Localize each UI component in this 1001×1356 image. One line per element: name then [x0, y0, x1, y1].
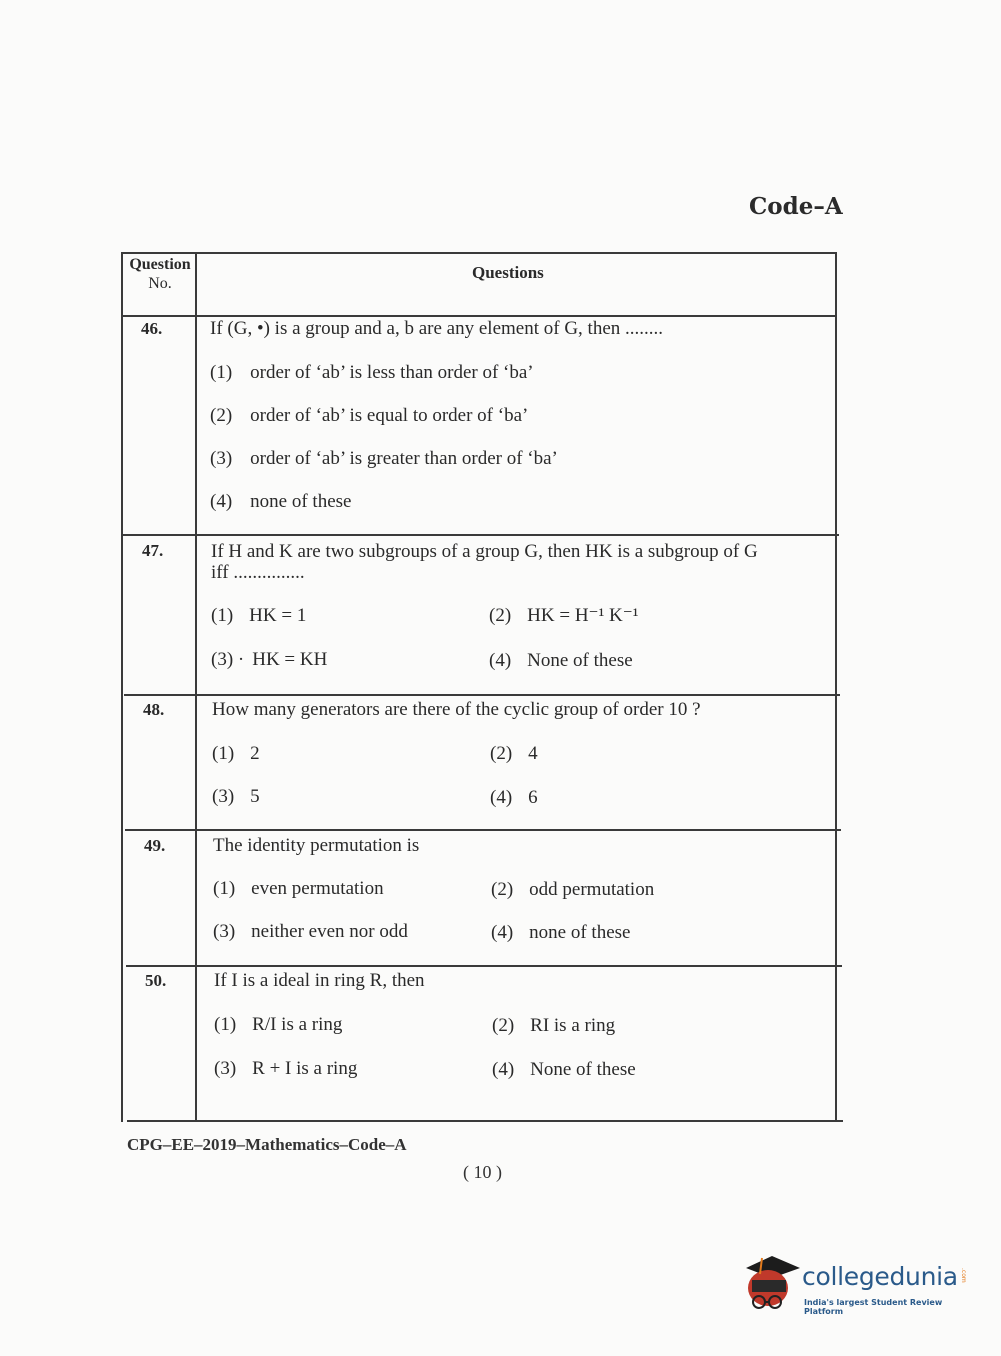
option-text: 2	[250, 743, 260, 764]
option-text: none of these	[250, 491, 352, 512]
question-number: 48.	[143, 700, 165, 719]
page-number: ( 10 )	[463, 1162, 502, 1182]
option-text: neither even nor odd	[251, 921, 408, 942]
question-text-line1: If H and K are two subgroups of a group G, then HK is a subgroup of G	[211, 541, 758, 562]
option-text: RI is a ring	[530, 1015, 616, 1036]
option-text: R/I is a ring	[252, 1014, 343, 1035]
option-number: (3)	[212, 786, 235, 807]
table-border-left	[121, 252, 123, 1122]
option	[210, 362, 534, 384]
collegedunia-logo[interactable]	[742, 1250, 972, 1320]
option	[491, 922, 630, 944]
option	[211, 649, 327, 671]
option-number: (1)	[213, 878, 236, 899]
option-number: (1)	[211, 605, 234, 626]
option-number: (1)	[210, 362, 233, 383]
option-number: (4)	[492, 1059, 515, 1080]
option-number: (1)	[212, 743, 235, 764]
question-number: 46.	[141, 319, 163, 338]
option-number: (4)	[491, 922, 514, 943]
option-text: HK = H⁻¹ K⁻¹	[527, 605, 639, 626]
option	[490, 743, 538, 765]
option	[492, 1059, 636, 1081]
question-text: The identity permutation is	[213, 835, 420, 856]
option	[210, 448, 558, 470]
option-text: even permutation	[251, 878, 384, 899]
code-label: Code–A	[749, 193, 843, 220]
option-number: (2)	[491, 879, 514, 900]
option	[210, 405, 528, 427]
logo-com: .com	[960, 1268, 967, 1283]
option-number: (4)	[490, 787, 513, 808]
option-number: (2)	[210, 405, 233, 426]
option-number: (4)	[489, 650, 512, 671]
option-text: R + I is a ring	[252, 1058, 358, 1079]
question-number: 47.	[142, 541, 164, 560]
option-text: HK = 1	[249, 605, 307, 626]
option-text: HK = KH	[252, 649, 328, 670]
option-text: order of ‘ab’ is greater than order of ‘ba’	[250, 448, 558, 469]
question-text: How many generators are there of the cyclic group of order 10 ?	[212, 699, 701, 720]
question-text-line2: iff ...............	[211, 562, 305, 583]
question-text: If I is a ideal in ring R, then	[214, 970, 425, 991]
option-number: (3)	[213, 921, 236, 942]
option	[211, 605, 306, 627]
table-column-divider	[195, 252, 197, 1122]
table-row-divider	[126, 965, 842, 967]
option	[212, 786, 260, 808]
option	[489, 650, 633, 672]
option-text: 5	[250, 786, 260, 807]
logo-tagline: India's largest Student Review Platform	[804, 1298, 943, 1316]
header-questions: Questions	[472, 263, 544, 282]
table-border-top	[121, 252, 837, 254]
table-row-divider	[125, 829, 841, 831]
option-number: (2)	[492, 1015, 515, 1036]
header-question-no-line1: Question	[129, 256, 191, 273]
option-text: order of ‘ab’ is less than order of ‘ba’	[250, 362, 534, 383]
option	[214, 1014, 342, 1036]
option	[214, 1058, 357, 1080]
option-number: (2)	[489, 605, 512, 626]
paper-code: CPG–EE–2019–Mathematics–Code–A	[127, 1135, 407, 1154]
header-question-no	[125, 255, 195, 293]
option-text: None of these	[527, 650, 633, 671]
option	[213, 878, 384, 900]
table-row-divider	[124, 694, 840, 696]
option	[491, 879, 654, 901]
option-text: odd permutation	[529, 879, 655, 900]
header-question-no-line2: No.	[148, 275, 172, 292]
option-number: (1)	[214, 1014, 237, 1035]
option-number: (3)	[214, 1058, 237, 1079]
option-number: (2)	[490, 743, 513, 764]
option-number: (3)	[210, 448, 233, 469]
option-text: 6	[528, 787, 538, 808]
table-border-bottom	[127, 1120, 843, 1122]
table-row-divider	[121, 315, 837, 317]
option-number: (3) ·	[211, 649, 245, 670]
question-number: 49.	[144, 836, 166, 855]
option	[489, 605, 638, 627]
option-text: order of ‘ab’ is equal to order of ‘ba’	[250, 405, 529, 426]
question-text: If (G, •) is a group and a, b are any element of G, then ........	[210, 318, 664, 339]
question-number: 50.	[145, 971, 167, 990]
option-text: 4	[528, 743, 538, 764]
table-border-right	[835, 252, 837, 1122]
option	[492, 1015, 615, 1037]
table-row-divider	[123, 534, 839, 536]
option	[213, 921, 408, 943]
option	[210, 491, 351, 513]
logo-mascot-icon	[742, 1250, 802, 1320]
logo-wordmark: collegedunia	[802, 1262, 958, 1291]
option	[212, 743, 260, 765]
option-number: (4)	[210, 491, 233, 512]
option	[490, 787, 538, 809]
option-text: none of these	[529, 922, 631, 943]
option-text: None of these	[530, 1059, 636, 1080]
